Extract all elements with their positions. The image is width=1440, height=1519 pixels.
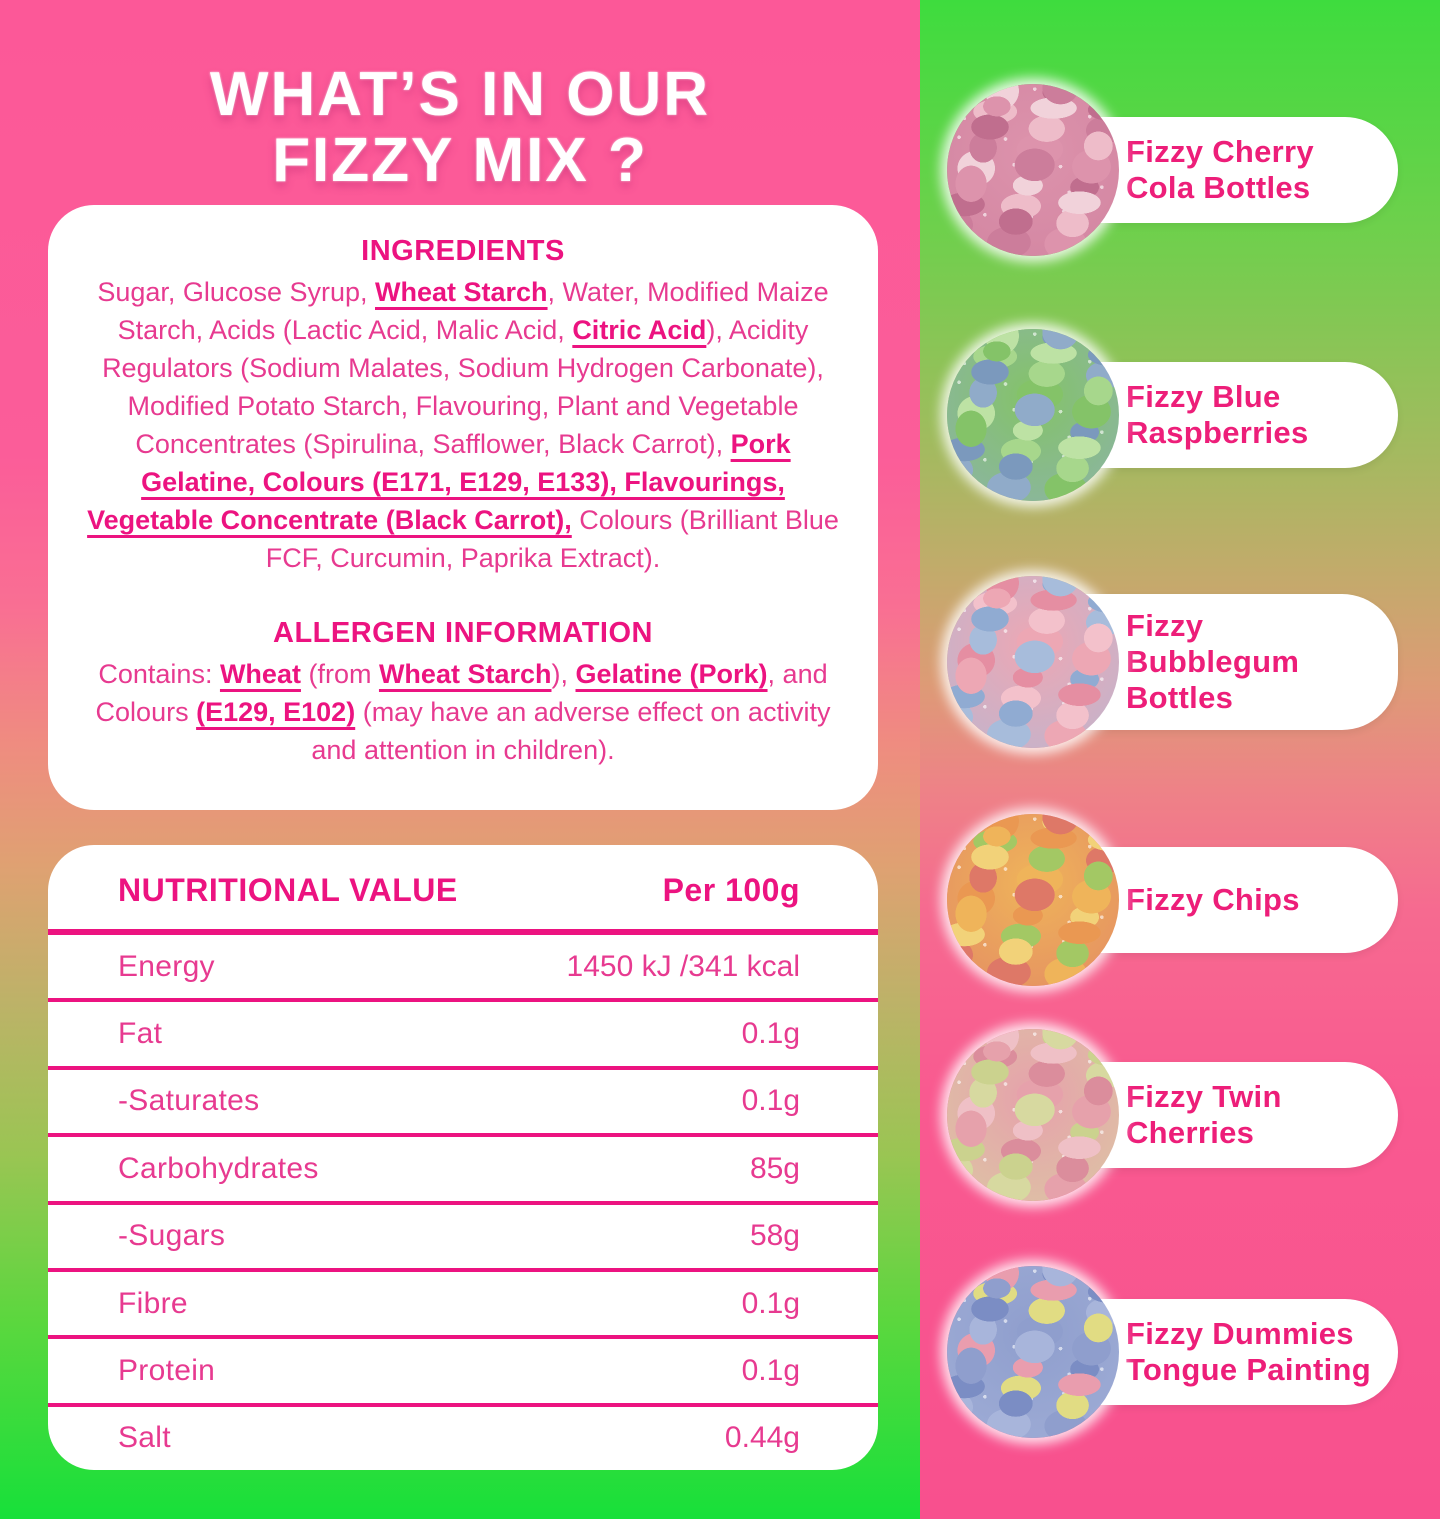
candy-types-sidebar [920, 0, 1440, 1519]
emphasized-text: Gelatine (Pork) [575, 659, 768, 689]
plain-text: (may have an adverse effect on activity and attention in children). [311, 697, 831, 765]
nutrient-value: 0.1g [741, 1353, 800, 1387]
nutrient-value: 0.44g [724, 1421, 800, 1455]
ingredients-heading: INGREDIENTS [361, 235, 565, 267]
nutrient-label: Energy [118, 949, 215, 983]
sidebar-item-dummies-tongue-painting [920, 1266, 1440, 1438]
page-title [0, 62, 920, 194]
candy-type-label: Fizzy Blue Raspberries [1126, 379, 1309, 450]
plain-text: , and Colours [95, 659, 828, 727]
plain-text: ), [551, 659, 576, 689]
nutrition-table-header [48, 845, 878, 935]
plain-text: Sugar, Glucose Syrup, [97, 277, 375, 307]
nutrient-value: 1450 kJ /341 kcal [566, 949, 800, 983]
plain-text: Contains: [98, 659, 220, 689]
table-row [48, 1002, 878, 1069]
emphasized-text: Wheat Starch [375, 277, 548, 307]
allergen-heading: ALLERGEN INFORMATION [273, 617, 653, 649]
nutrient-label: -Sugars [118, 1219, 226, 1253]
dummies-tongue-painting-photo [947, 1266, 1119, 1438]
blue-raspberries-photo [947, 329, 1119, 501]
plain-text: ), Acidity Regulators (Sodium Malates, Sodium Hydrogen Carbonate), Modified Potato Starch, Flavouring, Plant and Vegetable Concentrates (Spirulina, Safflower, Black Carrot), [102, 315, 824, 459]
nutrition-table-rows [48, 935, 878, 1470]
sidebar-item-bubblegum-bottles [920, 576, 1440, 748]
page-title-line2: FIZZY MIX ? [272, 126, 648, 195]
table-row [48, 1407, 878, 1470]
nutrition-header-label: NUTRITIONAL VALUE [118, 871, 458, 908]
nutrient-label: Fibre [118, 1286, 188, 1320]
ingredients-panel [48, 205, 878, 810]
nutrient-label: -Saturates [118, 1084, 260, 1118]
cherry-cola-bottles-photo [947, 84, 1119, 256]
sidebar-item-cherry-cola-bottles [920, 84, 1440, 256]
plain-text: (from [300, 659, 379, 689]
page-title-line1: WHAT’S IN OUR [209, 60, 711, 129]
sidebar-item-twin-cherries [920, 1029, 1440, 1201]
emphasized-text: Wheat Starch [378, 659, 552, 689]
candy-type-label: Fizzy Cherry Cola Bottles [1126, 134, 1314, 205]
emphasized-text: Citric Acid [572, 315, 707, 345]
plain-text: , Water, Modified Maize Starch, Acids (Lactic Acid, Malic Acid, [117, 277, 829, 345]
nutrition-header-per: Per 100g [662, 871, 800, 908]
emphasized-text: Wheat [219, 659, 301, 689]
candy-type-label: Fizzy Dummies Tongue Painting [1126, 1316, 1372, 1387]
nutrient-label: Protein [118, 1353, 216, 1387]
nutrient-value: 58g [749, 1219, 800, 1253]
bubblegum-bottles-photo [947, 576, 1119, 748]
twin-cherries-photo [947, 1029, 1119, 1201]
table-row [48, 1339, 878, 1406]
candy-type-label: Fizzy Twin Cherries [1126, 1079, 1282, 1150]
sidebar-item-blue-raspberries [920, 329, 1440, 501]
emphasized-text: Pork Gelatine, Colours (E171, E129, E133), Flavourings, Vegetable Concentrate (Black Carrot), [87, 429, 791, 535]
plain-text: Colours (Brilliant Blue FCF, Curcumin, Paprika Extract). [265, 505, 839, 573]
sidebar-item-fizzy-chips [920, 814, 1440, 986]
nutrient-label: Fat [118, 1017, 163, 1051]
table-row [48, 1272, 878, 1339]
table-row [48, 1205, 878, 1272]
candy-type-label: Fizzy Chips [1126, 882, 1300, 917]
allergen-text [78, 655, 848, 769]
fizzy-chips-photo [947, 814, 1119, 986]
nutrient-label: Carbohydrates [118, 1151, 319, 1185]
table-row [48, 1070, 878, 1137]
nutrition-panel [48, 845, 878, 1470]
emphasized-text: (E129, E102) [196, 697, 356, 727]
nutrient-value: 0.1g [741, 1017, 800, 1051]
nutrient-label: Salt [118, 1421, 171, 1455]
table-row [48, 1137, 878, 1204]
nutrient-value: 0.1g [741, 1084, 800, 1118]
candy-type-label: Fizzy Bubblegum Bottles [1126, 608, 1300, 715]
ingredients-text [78, 273, 848, 577]
nutrient-value: 0.1g [741, 1286, 800, 1320]
nutrient-value: 85g [749, 1151, 800, 1185]
table-row [48, 935, 878, 1002]
